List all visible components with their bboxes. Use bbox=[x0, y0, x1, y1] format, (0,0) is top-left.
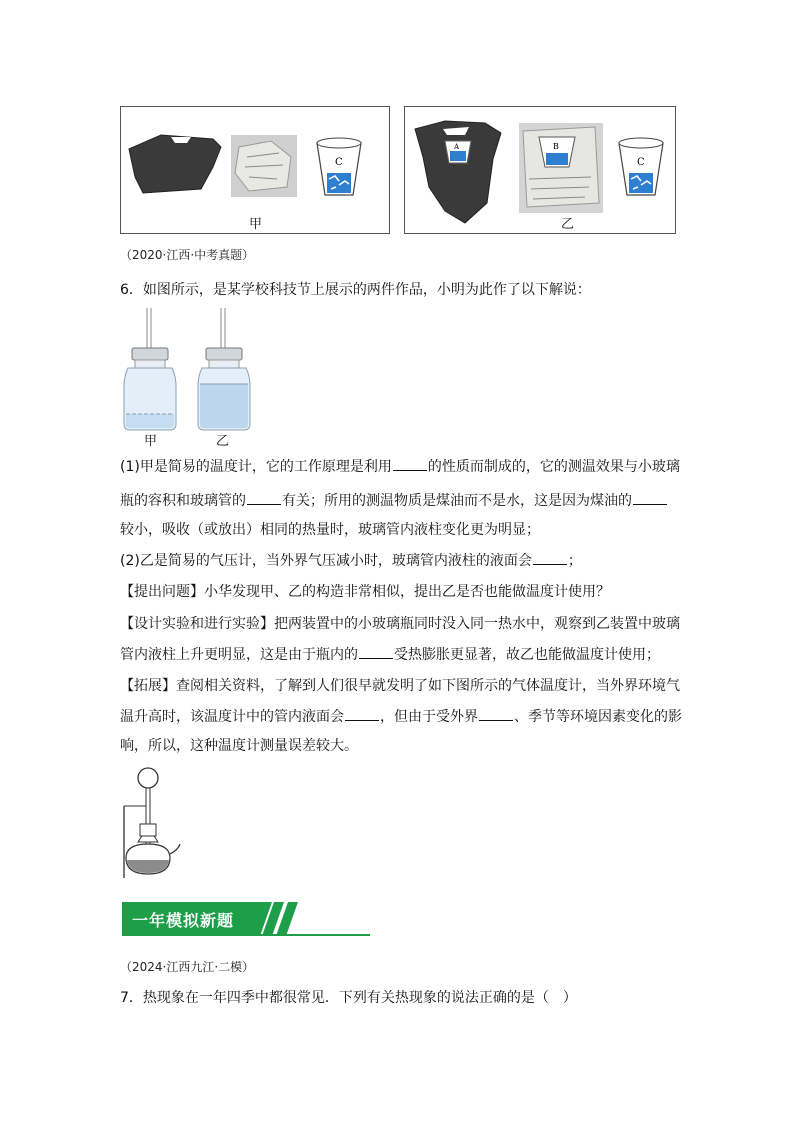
answer-blank-1[interactable] bbox=[393, 456, 427, 471]
cup-letter-c-right: C bbox=[637, 157, 645, 168]
bottle-label-yi: 乙 bbox=[216, 434, 230, 449]
answer-blank-2[interactable] bbox=[247, 490, 281, 505]
section-banner bbox=[122, 902, 370, 936]
figure-yi-label: 乙 bbox=[561, 217, 575, 232]
figure-jia-box bbox=[120, 106, 390, 234]
cup-letter-b: B bbox=[553, 142, 559, 151]
q6-bottles-figure bbox=[118, 306, 268, 446]
q7-source: （2024·江西九江·二模） bbox=[120, 960, 255, 974]
cup-letter-a: A bbox=[454, 143, 460, 151]
q6-stem: 6．如图所示，是某学校科技节上展示的两件作品，小明为此作了以下解说： bbox=[120, 282, 591, 298]
figure-jia-label: 甲 bbox=[249, 217, 263, 232]
q6-ask-line: 【提出问题】小华发现甲、乙的构造非常相似，提出乙是否也能做温度计使用？ bbox=[120, 584, 610, 600]
answer-blank-5[interactable] bbox=[359, 644, 393, 659]
q6-ext-line2: 温升高时，该温度计中的管内液面会 ，但由于受外界 、季节等环境因素变化的影 bbox=[120, 706, 682, 727]
figure-yi-box bbox=[404, 106, 676, 234]
q6-part1-line2: 瓶的容积和玻璃管的 有关；所用的测温物质是煤油而不是水，这是因为煤油的 bbox=[120, 490, 668, 511]
answer-blank-6[interactable] bbox=[345, 706, 379, 721]
q6-ext-line3: 响，所以，这种温度计测量误差较大。 bbox=[120, 738, 358, 754]
q6-design-line2: 管内液柱上升更明显，这是由于瓶内的 受热膨胀更显著，故乙也能做温度计使用； bbox=[120, 644, 660, 665]
q6-source: （2020·江西·中考真题） bbox=[120, 248, 255, 262]
section-title: 一年模拟新题 bbox=[132, 911, 235, 930]
q6-design-line1: 【设计实验和进行实验】把两装置中的小玻璃瓶同时没入同一热水中，观察到乙装置中玻璃 bbox=[120, 616, 680, 632]
q6-part2-line: (2)乙是简易的气压计，当外界气压减小时，玻璃管内液柱的液面会 ； bbox=[120, 550, 582, 571]
cup-letter-c: C bbox=[335, 157, 343, 168]
bottle-label-jia: 甲 bbox=[144, 434, 158, 449]
q6-part1-line1: (1)甲是简易的温度计，它的工作原理是利用 的性质而制成的，它的测温效果与小玻璃 bbox=[120, 456, 680, 477]
q6-part1-line3: 较小，吸收（或放出）相同的热量时，玻璃管内液柱变化更为明显； bbox=[120, 522, 540, 538]
gas-thermometer-figure bbox=[122, 766, 202, 886]
answer-blank-4[interactable] bbox=[533, 550, 567, 565]
answer-blank-3[interactable] bbox=[633, 490, 667, 505]
q6-ext-line1: 【拓展】查阅相关资料，了解到人们很早就发明了如下图所示的气体温度计，当外界环境气 bbox=[120, 678, 680, 694]
figure-yi-drawing bbox=[405, 107, 675, 233]
q7-stem: 7．热现象在一年四季中都很常见．下列有关热现象的说法正确的是（ ） bbox=[120, 990, 577, 1006]
answer-blank-7[interactable] bbox=[479, 706, 513, 721]
